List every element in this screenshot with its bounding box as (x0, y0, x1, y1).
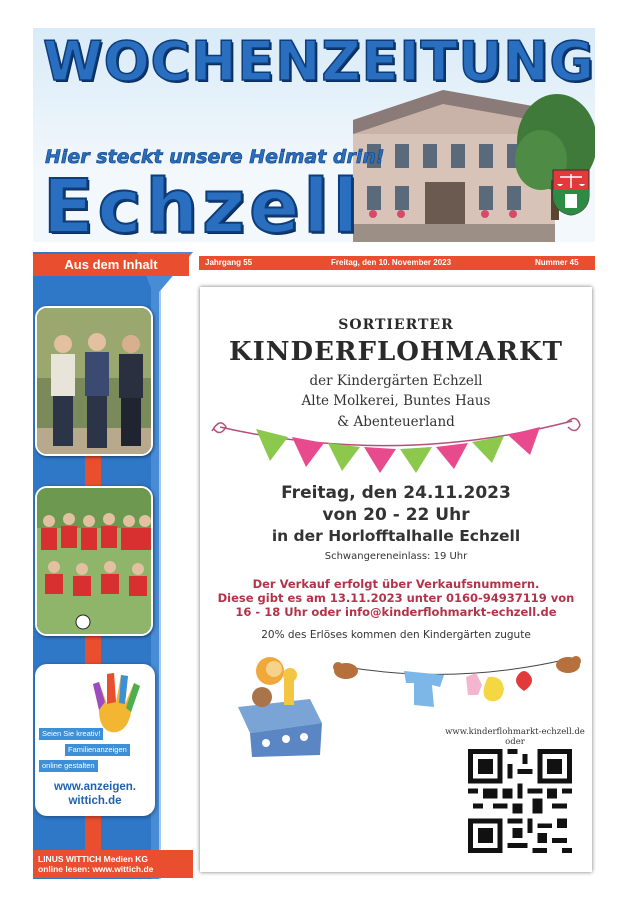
masthead-slogan: Hier steckt unsere Heimat drin! (45, 146, 385, 168)
poster-host-3: & Abenteuerland (337, 414, 455, 430)
ad-url-line1[interactable]: www.anzeigen. (53, 781, 136, 793)
ad-tag-online: online gestalten (39, 760, 98, 772)
publisher-box (33, 850, 193, 878)
coat-of-arms-icon (551, 168, 591, 216)
issue-date: Freitag, den 10. November 2023 (331, 258, 452, 267)
event-venue: in der Horlofftalhalle Echzell (271, 527, 521, 545)
sidebar (33, 252, 193, 879)
issue-info-bar (199, 256, 595, 270)
sales-info-3: 16 - 18 Uhr oder info@kinderflohmarkt-echzell.de (235, 605, 557, 619)
people-photo[interactable] (35, 306, 153, 456)
event-date: Freitag, den 24.11.2023 (281, 483, 511, 503)
event-time: von 20 - 22 Uhr (322, 505, 470, 525)
poster-title: KINDERFLOHMARKT (229, 337, 563, 367)
masthead-town: Echzell (43, 164, 363, 242)
football-team-photo[interactable] (35, 486, 153, 636)
qr-code-icon[interactable] (468, 749, 572, 853)
toy-box-icon (230, 647, 330, 757)
masthead (33, 28, 595, 242)
poster-host-1: der Kindergärten Echzell (309, 373, 483, 389)
publisher-name: LINUS WITTICH Medien KG (38, 854, 149, 864)
sales-info-2: Diese gibt es am 13.11.2023 unter 0160-94937119 von (217, 591, 575, 605)
contents-heading: Aus dem Inhalt (33, 254, 189, 276)
ad-url-line2[interactable]: wittich.de (68, 795, 122, 807)
donation-note: 20% des Erlöses kommen den Kindergärten zugute (261, 629, 531, 641)
issue-number: Nummer 45 (535, 258, 579, 267)
ad-box[interactable] (35, 664, 155, 816)
poster-kicker: SORTIERTER (338, 317, 454, 333)
ad-tag-family-ads: Familienanzeigen (65, 744, 130, 756)
ad-tag-creative: Seien Sie kreativ! (39, 728, 103, 740)
painted-hand-icon (85, 670, 149, 736)
sales-info-1: Der Verkauf erfolgt über Verkaufsnummern. (252, 577, 540, 591)
bunting-garland-icon (210, 407, 582, 477)
poster-host-2: Alte Molkerei, Buntes Haus (301, 393, 491, 409)
masthead-title: WOCHENZEITUNG (43, 30, 595, 93)
publisher-online[interactable]: online lesen: www.wittich.de (38, 864, 154, 874)
poster-or: oder (505, 737, 525, 747)
volume-label: Jahrgang 55 (205, 258, 253, 267)
poster-website[interactable]: www.kinderflohmarkt-echzell.de (445, 727, 585, 737)
early-entry: Schwangereneinlass: 19 Uhr (324, 551, 468, 562)
clothesline-birds-icon (332, 649, 582, 709)
flea-market-poster (200, 287, 592, 872)
